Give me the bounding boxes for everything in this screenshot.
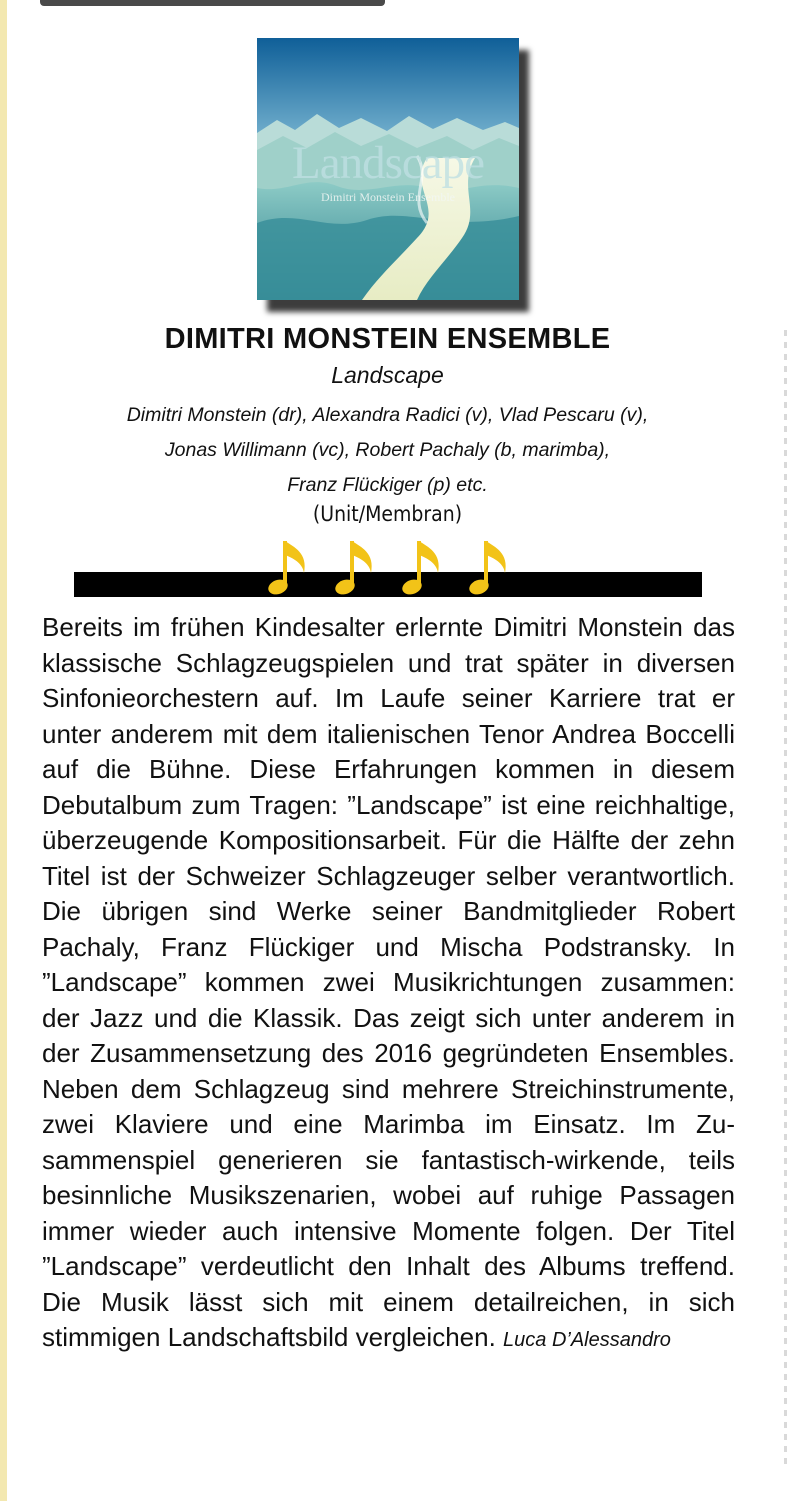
eighth-note-icon: [402, 535, 446, 599]
lineup-line: Dimitri Monstein (dr), Alexandra Radici (v), Vlad Pescaru (v),: [126, 404, 649, 426]
review-author: Luca D’Alessandro: [503, 1329, 671, 1351]
album-title: Landscape: [331, 362, 444, 388]
review-body: [42, 610, 735, 1359]
cropped-heading-fragment: [40, 0, 385, 6]
record-label: (Unit/Membran): [312, 502, 463, 526]
eighth-note-icon: [335, 535, 379, 599]
artist-name: DIMITRI MONSTEIN ENSEMBLE: [164, 323, 611, 355]
lineup-line: Franz Flückiger (p) etc.: [287, 474, 488, 496]
page-edge-strip: [0, 0, 7, 1501]
album-cover-title: Landscape: [292, 137, 484, 189]
lineup-credits: [50, 398, 725, 503]
eighth-note-icon: [469, 535, 513, 599]
album-cover: [257, 38, 519, 300]
album-cover-image: [257, 38, 519, 300]
rating: [268, 535, 518, 599]
eighth-note-icon: [268, 535, 312, 599]
review-text: Bereits im frühen Kindesalter erlernte Dimitri Monstein das klassische Schlagzeugspielen und trat später in diversen Sinfonieorchestern auf. Im Laufe seiner Karriere trat er unter anderem mit dem italienischen Tenor Andrea Boccelli auf die Bühne. Diese Erfahrungen kommen in diesem Debutalbum zum Tragen: ”Landscape” ist eine reichhaltige, überzeugende Kompositionsarbeit. Für die Hälfte der zehn Titel ist der Schweizer Schlagzeuger selber verantwortlich. Die übrigen sind Werke seiner Bandmitglieder Robert Pachaly, Franz Flückiger und Mischa Podstransky. In ”Landscape” kommen zwei Musikrichtungen zusammen: der Jazz und die Klassik. Das zeigt sich unter anderem in der Zusammensetzung des 2016 gegründeten Ensembles. Neben dem Schlagzeug sind mehrere Streichinstrumente, zwei Klaviere und eine Marimba im Einsatz. Im Zusammenspiel generieren sie fantastisch-wirkende, teils besinnliche Musikszenarien, wobei auf ruhige Passagen immer wieder auch intensive Momente folgen. Der Titel ”Landscape” verdeutlicht den Inhalt des Albums treffend. Die Musik lässt sich mit einem detailreichen, in sich stimmigen Landschaftsbild vergleichen.: [42, 612, 735, 1352]
lineup-line: Jonas Willimann (vc), Robert Pachaly (b, marimba),: [164, 439, 611, 461]
album-cover-subtitle: Dimitri Monstein Ensemble: [321, 190, 455, 204]
